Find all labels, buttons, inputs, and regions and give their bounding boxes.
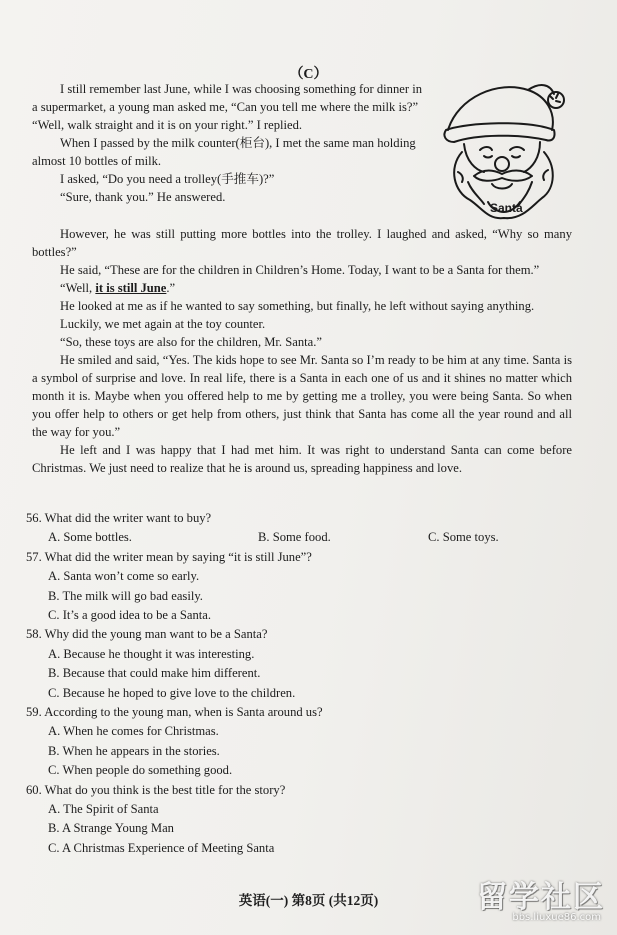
- paragraph: He said, “These are for the children in Children’s Home. Today, I want to be a Santa for them.”: [60, 263, 540, 277]
- santa-caption: Santa: [490, 201, 523, 215]
- page-footer: 英语(一) 第8页 (共12页): [238, 893, 379, 908]
- question-57: 57. What did the writer mean by saying “it is still June”?: [26, 549, 312, 564]
- paragraph: He left and I was happy that I had met him. It was right to understand Santa can come before Christmas. We just need to realize that he is around us, spreading happiness and love.: [32, 443, 572, 475]
- paragraph: I asked, “Do you need a trolley(手推车)?”: [60, 172, 275, 186]
- option-a: A. When he comes for Christmas.: [48, 724, 219, 739]
- option-c: C. It’s a good idea to be a Santa.: [48, 608, 211, 623]
- watermark-text: 留学社区: [477, 880, 605, 915]
- paragraph: “Sure, thank you.” He answered.: [60, 190, 226, 204]
- paragraph: When I passed by the milk counter(柜台), I met the same man holding almost 10 bottles of milk.: [32, 136, 416, 168]
- paragraph: He smiled and said, “Yes. The kids hope to see Mr. Santa so I’m ready to be him at any time. Santa is a symbol of surprise and love. In real life, there is a Santa in each one of us and it shines no matter which month it is. Maybe when you offered help to me by getting me a trolley, you were being Santa. So when you offer help to others or get help from others, just think that Santa has come all the year round and all the way for you.”: [32, 353, 572, 439]
- paragraph: He looked at me as if he wanted to say something, but finally, he left without saying anything.: [60, 299, 535, 313]
- option-c: C. Some toys.: [428, 530, 499, 545]
- watermark: [445, 872, 605, 928]
- option-b: B. When he appears in the stories.: [48, 743, 220, 758]
- question-60: 60. What do you think is the best title for the story?: [26, 782, 286, 797]
- quote-emphasis: it is still June: [95, 281, 167, 295]
- option-a: A. Because he thought it was interesting.: [48, 646, 255, 661]
- santa-illustration: [428, 72, 578, 222]
- option-b: B. Some food.: [258, 530, 331, 545]
- santa-icon: [428, 72, 578, 222]
- question-list: [26, 509, 586, 858]
- option-a: A. Some bottles.: [48, 530, 132, 545]
- options-row: [26, 528, 586, 547]
- passage-intro: [32, 80, 427, 206]
- quote-prefix: “Well,: [60, 281, 96, 295]
- paragraph: However, he was still putting more bottles into the trolley. I laughed and asked, “Why so many bottles?”: [32, 227, 572, 259]
- option-c: C. A Christmas Experience of Meeting Santa: [48, 840, 275, 855]
- option-a: A. Santa won’t come so early.: [48, 569, 200, 584]
- quote-suffix: .”: [166, 281, 176, 295]
- watermark-url: bbs.liuxue86.com: [512, 912, 601, 923]
- option-b: B. Because that could make him different.: [48, 666, 261, 681]
- passage-body: [32, 225, 572, 477]
- option-a: A. The Spirit of Santa: [48, 802, 159, 817]
- paragraph: “So, these toys are also for the children, Mr. Santa.”: [60, 335, 322, 349]
- option-b: B. The milk will go bad easily.: [48, 588, 203, 603]
- option-c: C. Because he hoped to give love to the children.: [48, 685, 296, 700]
- question-59: 59. According to the young man, when is Santa around us?: [26, 705, 323, 720]
- section-label: （C）: [289, 67, 328, 82]
- option-b: B. A Strange Young Man: [48, 821, 174, 836]
- paragraph: Luckily, we met again at the toy counter.: [60, 317, 266, 331]
- option-c: C. When people do something good.: [48, 763, 233, 778]
- paragraph-quote: [32, 279, 572, 297]
- paragraph: I still remember last June, while I was choosing something for dinner in a supermarket, a young man asked me, “Can you tell me where the milk is?” “Well, walk straight and it is on your right.” I replied.: [32, 82, 422, 132]
- question-56: 56. What did the writer want to buy?: [26, 511, 212, 525]
- question-58: 58. Why did the young man want to be a Santa?: [26, 627, 268, 642]
